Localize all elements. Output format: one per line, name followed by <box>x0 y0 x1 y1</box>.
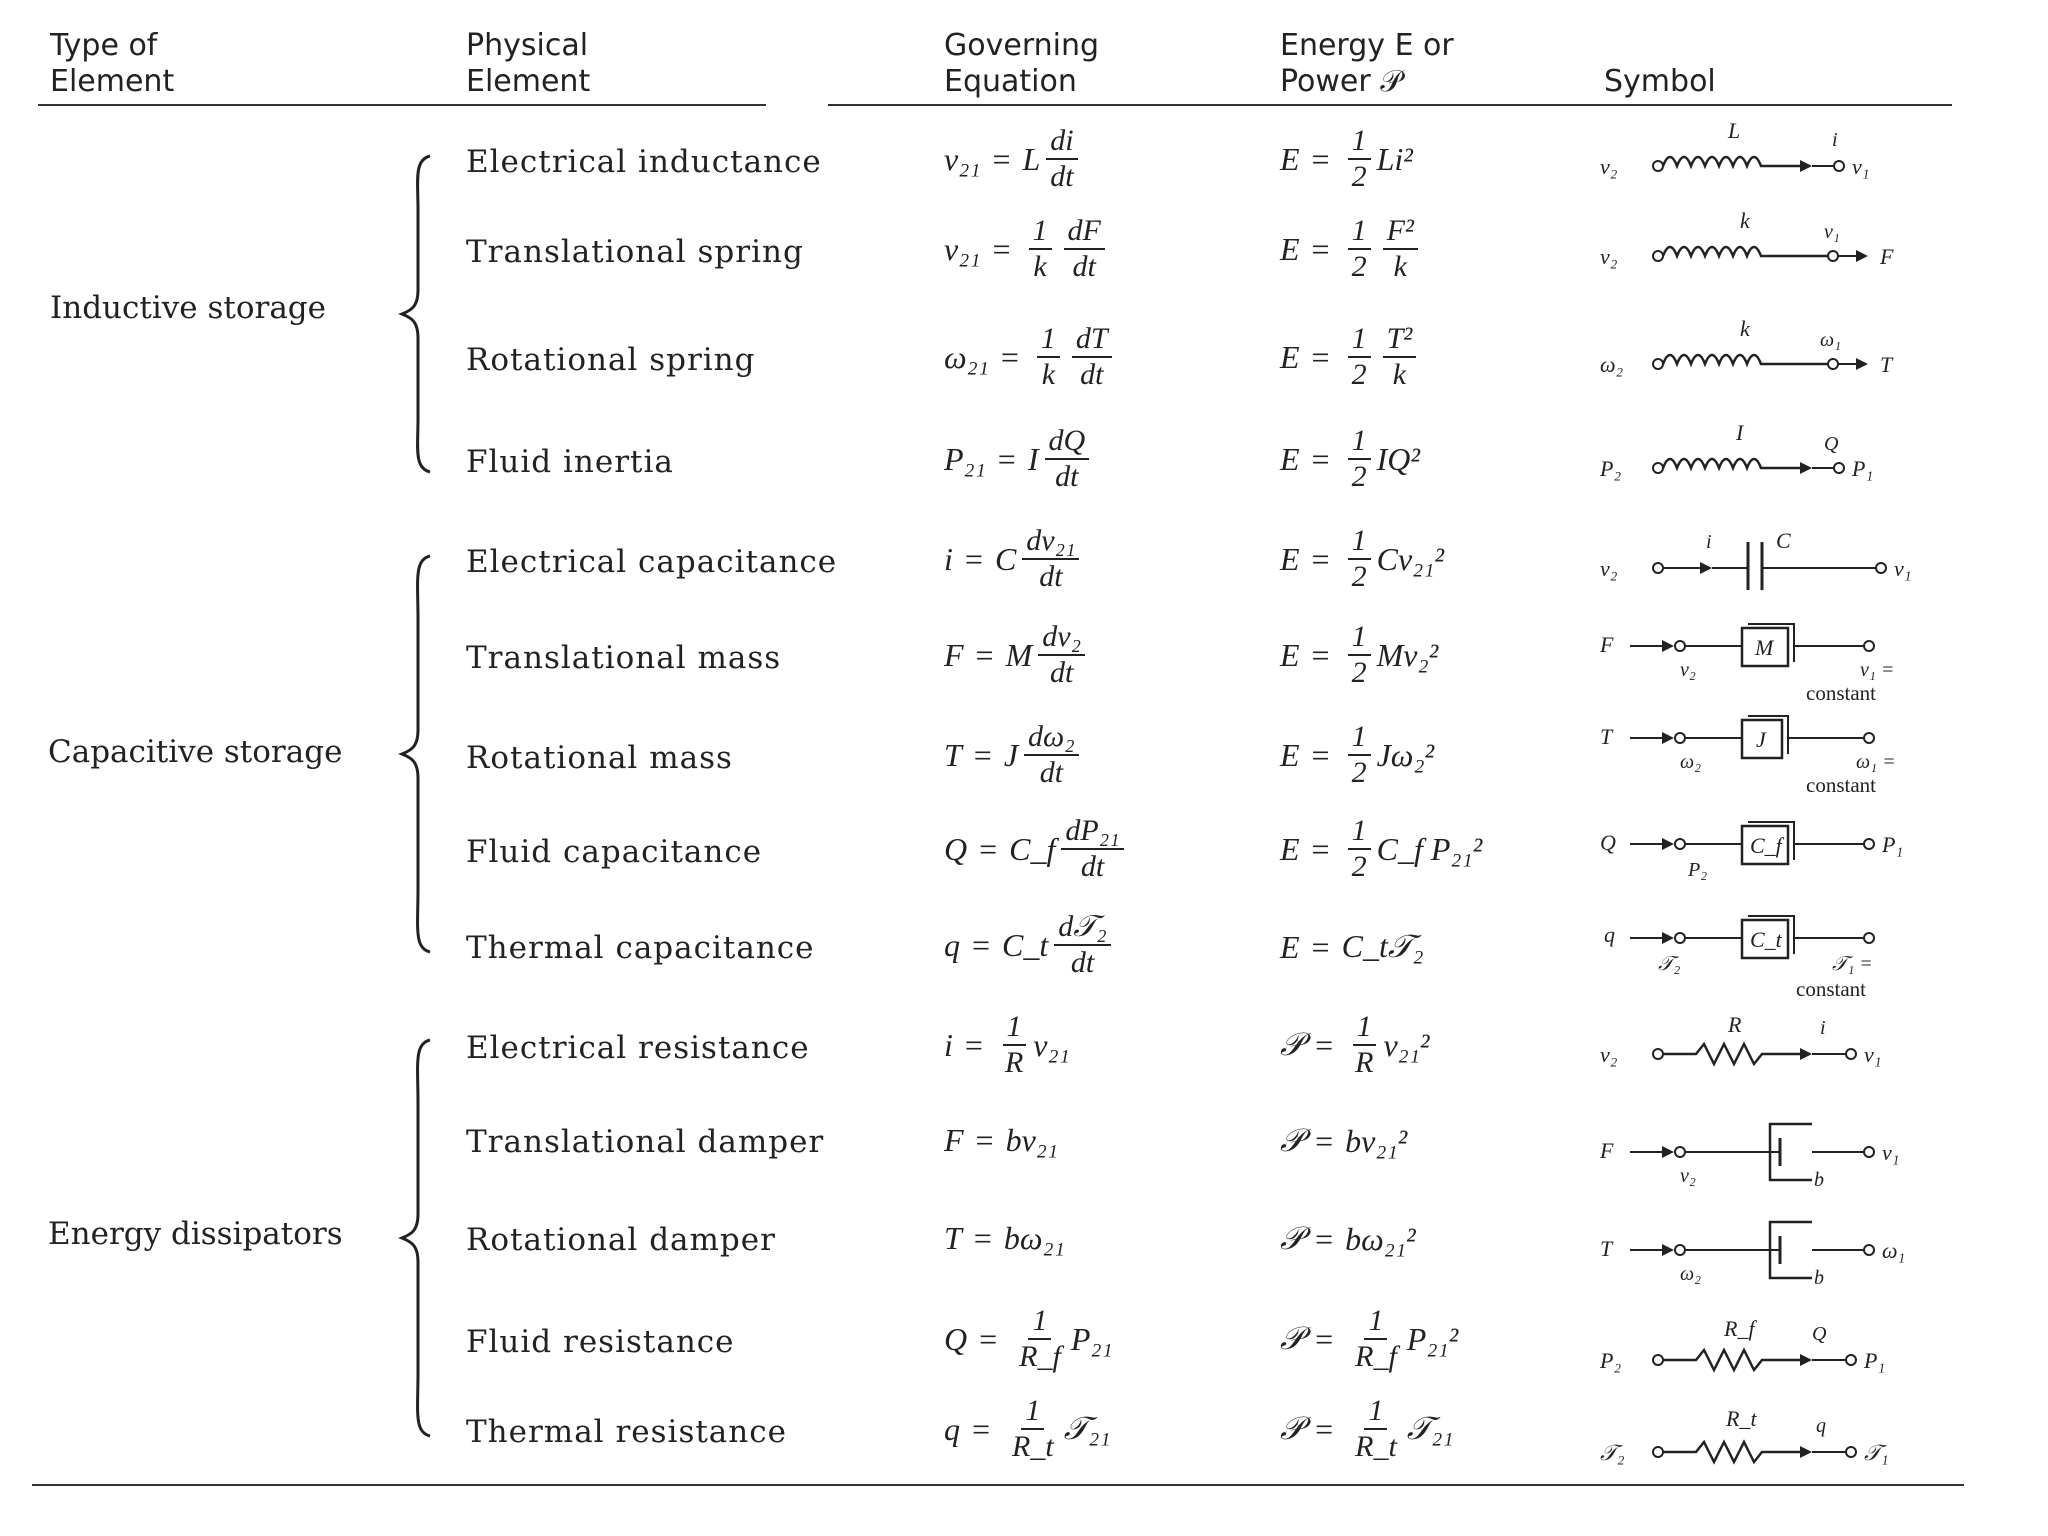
sym-left-label: ω₂ <box>1600 352 1624 377</box>
sym-right-label: ω₁ <box>1882 1238 1906 1263</box>
sym-below-label: P₂ <box>1688 859 1708 881</box>
eq-fraction <box>1008 1394 1058 1464</box>
governing-equation: T = J $\frac{\text{dω₂}}{dt}$ <box>944 720 1085 790</box>
eq-lhs: E <box>1280 928 1300 965</box>
symbol-rotational-mass <box>1600 704 1960 796</box>
eq-pre: I <box>1027 440 1039 477</box>
eq-lhs: 𝒫 <box>1280 1410 1304 1446</box>
sym-left-label: Q <box>1600 830 1616 855</box>
eq-num: 1 <box>1021 1394 1044 1430</box>
header-energy-power <box>1280 28 1454 100</box>
element-name: Rotational damper <box>466 1222 776 1258</box>
eq-fraction <box>1348 214 1371 284</box>
eq-num: 1 <box>1348 620 1371 656</box>
header-line: Power 𝒫 <box>1280 64 1402 99</box>
sym-flow-label: ω₁ <box>1820 329 1842 351</box>
sym-right-label: v₁ <box>1864 1042 1882 1067</box>
eq-post: 𝒯₂₁ <box>1406 1410 1454 1446</box>
eq-num: T² <box>1383 322 1417 358</box>
eq-num: dF <box>1064 214 1105 250</box>
eq-fraction <box>1061 814 1123 884</box>
eq-lhs: q <box>944 926 960 963</box>
element-name: Translational damper <box>466 1124 825 1160</box>
sym-top-label: k <box>1740 208 1750 233</box>
sym-left-label: 𝒯₂ <box>1600 1440 1625 1465</box>
header-rule <box>828 104 1952 106</box>
sym-right-label: P₁ <box>1882 832 1904 857</box>
brace-dissipators <box>396 1034 436 1444</box>
symbol-thermal-resistance <box>1600 1400 1960 1472</box>
eq-lhs: F <box>944 636 964 673</box>
governing-equation: P₂₁ = I $\frac{dQ}{dt}$ <box>944 424 1095 494</box>
header-type-of-element <box>50 28 174 100</box>
energy-equation: 𝒫 = bω₂₁² <box>1280 1220 1416 1257</box>
eq-post: P₂₁ <box>1070 1320 1113 1357</box>
sym-flow-label: i <box>1706 531 1712 553</box>
eq-num: F² <box>1383 214 1418 250</box>
governing-equation: F = M $\frac{\text{dv₂}}{dt}$ <box>944 620 1091 690</box>
eq-lhs: E <box>1280 230 1300 267</box>
sym-top-label: k <box>1740 316 1750 341</box>
eq-num: 1 <box>1353 1010 1376 1046</box>
symbol-fluid-inertia <box>1600 420 1960 490</box>
eq-den: R_t <box>1355 1430 1397 1463</box>
sym-left-label: v₂ <box>1600 1042 1618 1067</box>
sym-right-label: v₁ = <box>1860 659 1895 681</box>
energy-equation: E = $\frac{1}{2}$ Li² <box>1280 124 1413 193</box>
eq-lhs: Q <box>944 830 968 867</box>
eq-post: C_t𝒯₂ <box>1341 928 1424 964</box>
eq-num: 1 <box>1364 1304 1387 1340</box>
sym-note: constant <box>1806 681 1876 704</box>
sym-below-label: v₂ <box>1680 659 1696 681</box>
eq-post: v₂₁² <box>1383 1026 1430 1063</box>
brace-inductive <box>396 150 436 480</box>
eq-den: k <box>1041 358 1056 391</box>
eq-num: d𝒯₂ <box>1054 910 1110 946</box>
energy-equation: E = $\frac{1}{2}$ $\frac{\text{F²}}{k}$ <box>1280 214 1424 284</box>
sym-flow-label: Q <box>1824 433 1839 455</box>
energy-equation: 𝒫 = $\frac{1}{R}$ v₂₁² <box>1280 1010 1430 1079</box>
eq-num: 1 <box>1348 814 1371 850</box>
energy-equation: 𝒫 = bv₂₁² <box>1280 1122 1408 1159</box>
eq-post: 𝒯₂₁ <box>1063 1410 1111 1446</box>
brace-capacitive <box>396 550 436 960</box>
energy-equation: E = C_t𝒯₂ <box>1280 928 1424 965</box>
eq-fraction <box>1348 424 1371 494</box>
sym-left-label: P₂ <box>1600 456 1622 481</box>
sym-note: constant <box>1806 773 1876 796</box>
eq-pre: M <box>1005 636 1033 673</box>
eq-fraction <box>1351 1304 1401 1374</box>
eq-fraction <box>1046 124 1077 194</box>
governing-equation: q = C_t $\frac{\text{d𝒯₂}}{dt}$ <box>944 910 1117 980</box>
eq-num: dQ <box>1045 424 1090 460</box>
eq-den: R_f <box>1019 1340 1061 1373</box>
eq-lhs: q <box>944 1410 960 1447</box>
eq-den: k <box>1033 250 1047 283</box>
sym-right-label: P₁ <box>1864 1348 1886 1373</box>
eq-lhs: F <box>944 1122 964 1158</box>
eq-pre: L <box>1022 140 1041 177</box>
eq-num: 1 <box>1348 322 1371 358</box>
governing-equation: ω₂₁ = $\frac{1}{k}$ $\frac{dT}{dt}$ <box>944 322 1118 392</box>
governing-equation: i = C $\frac{\text{dv₂₁}}{dt}$ <box>944 524 1085 594</box>
eq-num: 1 <box>1029 214 1052 250</box>
sym-box-label: M <box>1755 635 1774 660</box>
sym-top-label: C <box>1776 528 1791 553</box>
eq-fraction <box>1351 1394 1401 1464</box>
eq-den: 2 <box>1351 656 1367 689</box>
header-line: Energy E or <box>1280 28 1454 63</box>
element-name: Electrical inductance <box>466 144 822 180</box>
energy-equation: E = $\frac{1}{2}$ Jω₂² <box>1280 720 1435 789</box>
sym-right-label: F <box>1880 244 1894 269</box>
energy-equation: E = $\frac{1}{2}$ Mv₂² <box>1280 620 1439 689</box>
eq-post: P₂₁² <box>1406 1320 1459 1357</box>
governing-equation: v₂₁ = $\frac{1}{k}$ $\frac{dF}{dt}$ <box>944 214 1111 284</box>
governing-equation: F = bv₂₁ <box>944 1122 1059 1158</box>
eq-den: 2 <box>1351 756 1367 789</box>
sym-note: constant <box>1796 977 1866 1000</box>
sym-flow-label: v₁ <box>1824 221 1840 243</box>
sym-box-label: C_t <box>1750 927 1782 952</box>
sym-flow-label: i <box>1832 129 1838 151</box>
eq-den: 2 <box>1351 160 1367 193</box>
eq-fraction <box>1045 424 1090 494</box>
element-name: Fluid resistance <box>466 1324 735 1360</box>
eq-den: 2 <box>1351 358 1367 391</box>
eq-num: dω₂ <box>1024 720 1079 756</box>
eq-pre: J <box>1003 736 1019 773</box>
element-name: Translational mass <box>466 640 782 676</box>
sym-left-label: q <box>1604 922 1615 947</box>
eq-fraction <box>1351 1010 1377 1080</box>
eq-lhs: 𝒫 <box>1280 1026 1304 1062</box>
element-name: Thermal resistance <box>466 1414 787 1450</box>
governing-equation: Q = C_f $\frac{\text{dP₂₁}}{dt}$ <box>944 814 1130 884</box>
element-name: Fluid inertia <box>466 444 674 480</box>
eq-lhs: 𝒫 <box>1280 1320 1304 1356</box>
eq-den: dt <box>1080 358 1104 391</box>
eq-post: Cv₂₁² <box>1376 540 1444 577</box>
sym-right-label: T <box>1880 352 1893 377</box>
sym-top-label: R_f <box>1724 1316 1755 1341</box>
eq-fraction <box>1001 1010 1027 1080</box>
sym-box-label: C_f <box>1750 833 1782 858</box>
eq-num: 1 <box>1028 1304 1051 1340</box>
sym-top-label: I <box>1736 420 1744 445</box>
eq-lhs: 𝒫 <box>1280 1122 1304 1158</box>
eq-den: R <box>1004 1046 1024 1079</box>
eq-fraction <box>1348 322 1371 392</box>
element-name: Electrical capacitance <box>466 544 838 580</box>
sym-top-label: R <box>1728 1012 1742 1037</box>
eq-post: bv₂₁ <box>1005 1122 1059 1158</box>
eq-den: R <box>1355 1046 1374 1079</box>
element-name: Electrical resistance <box>466 1030 810 1066</box>
governing-equation: T = bω₂₁ <box>944 1220 1065 1256</box>
eq-num: 1 <box>1364 1394 1387 1430</box>
eq-post: IQ² <box>1376 440 1420 477</box>
sym-left-label: F <box>1600 632 1614 657</box>
eq-den: k <box>1392 358 1407 391</box>
sym-below-label: ω₂ <box>1680 751 1702 773</box>
eq-lhs: Q <box>944 1320 968 1357</box>
sym-top-label: L <box>1728 118 1741 143</box>
sym-left-label: v₂ <box>1600 556 1618 581</box>
eq-lhs: E <box>1280 440 1300 477</box>
sym-right-label: v₁ <box>1852 154 1870 179</box>
eq-fraction <box>1024 720 1079 790</box>
eq-pre: C <box>994 540 1017 577</box>
governing-equation: i = $\frac{1}{R}$ v₂₁ <box>944 1010 1070 1079</box>
energy-equation: 𝒫 = $\frac{1}{R\_t}$ 𝒯₂₁ <box>1280 1394 1454 1463</box>
eq-lhs: E <box>1280 830 1300 867</box>
eq-lhs: i <box>944 540 953 577</box>
header-rule <box>38 104 766 106</box>
eq-den: dt <box>1080 850 1105 883</box>
eq-num: di <box>1046 124 1077 160</box>
eq-fraction <box>1072 322 1112 392</box>
eq-den: dt <box>1039 560 1063 593</box>
eq-den: dt <box>1070 946 1095 979</box>
sym-right-label: P₁ <box>1852 456 1874 481</box>
eq-lhs: T <box>944 736 962 773</box>
eq-den: 2 <box>1351 850 1367 883</box>
header-physical-element <box>466 28 590 100</box>
sym-below-label: 𝒯₂ <box>1658 953 1681 975</box>
sym-flow-label: i <box>1820 1017 1826 1039</box>
header-symbol: Symbol <box>1604 64 1716 99</box>
eq-post: bv₂₁² <box>1345 1122 1408 1159</box>
group-label-capacitive: Capacitive storage <box>48 734 343 770</box>
sym-left-label: v₂ <box>1600 244 1618 269</box>
header-line: Type of <box>50 28 158 63</box>
sym-b-label: b <box>1814 1169 1824 1191</box>
sym-flow-label: q <box>1816 1415 1826 1437</box>
group-label-dissipators: Energy dissipators <box>48 1216 343 1252</box>
sym-right-label: 𝒯₁ <box>1864 1440 1889 1465</box>
symbol-rotational-damper <box>1600 1212 1960 1292</box>
eq-den: 2 <box>1351 560 1367 593</box>
sym-top-label: R_t <box>1726 1406 1757 1431</box>
sym-left-label: P₂ <box>1600 1348 1622 1373</box>
eq-den: dt <box>1050 160 1074 193</box>
sym-left-label: T <box>1600 1236 1613 1261</box>
symbol-fluid-resistance <box>1600 1310 1960 1380</box>
header-governing-equation <box>944 28 1099 100</box>
symbol-translational-spring <box>1600 208 1960 278</box>
symbol-rotational-spring <box>1600 316 1960 386</box>
sym-right-label: ω₁ = <box>1856 751 1896 773</box>
eq-num: dP₂₁ <box>1061 814 1123 850</box>
symbol-fluid-capacitance <box>1600 810 1960 890</box>
element-name: Translational spring <box>466 234 804 270</box>
eq-lhs: E <box>1280 540 1300 577</box>
eq-fraction <box>1022 524 1079 594</box>
eq-fraction <box>1383 214 1418 284</box>
symbol-inductor <box>1600 118 1960 188</box>
eq-fraction <box>1348 620 1371 690</box>
eq-num: 1 <box>1348 124 1371 160</box>
sym-left-label: T <box>1600 724 1613 749</box>
eq-fraction <box>1054 910 1110 980</box>
eq-den: dt <box>1039 756 1064 789</box>
sym-box-label: J <box>1756 727 1766 752</box>
header-line: Governing <box>944 28 1100 63</box>
eq-lhs: T <box>944 1220 962 1256</box>
eq-fraction <box>1029 214 1052 284</box>
eq-num: 1 <box>1348 424 1371 460</box>
eq-fraction <box>1383 322 1417 392</box>
eq-lhs: E <box>1280 140 1300 177</box>
element-name: Fluid capacitance <box>466 834 763 870</box>
element-name: Rotational mass <box>466 740 733 776</box>
eq-fraction <box>1348 720 1371 790</box>
governing-equation: q = $\frac{1}{R\_t}$ 𝒯₂₁ <box>944 1394 1111 1463</box>
eq-lhs: v₂₁ <box>944 140 981 177</box>
eq-den: R_f <box>1355 1340 1397 1373</box>
energy-equation: 𝒫 = $\frac{1}{R\_f}$ P₂₁² <box>1280 1304 1459 1373</box>
eq-num: dv₂ <box>1038 620 1085 656</box>
eq-pre: C_f <box>1009 830 1056 867</box>
sym-below-label: v₂ <box>1680 1165 1696 1187</box>
eq-den: k <box>1393 250 1407 283</box>
header-line: Physical <box>466 28 589 63</box>
eq-num: 1 <box>1348 720 1371 756</box>
eq-fraction <box>1015 1304 1065 1374</box>
eq-post: C_f P₂₁² <box>1376 830 1483 867</box>
symbol-resistor <box>1600 1006 1960 1076</box>
eq-num: 1 <box>1348 524 1371 560</box>
symbol-capacitor <box>1600 520 1960 590</box>
sym-right-label: v₁ <box>1882 1140 1900 1165</box>
eq-post: bω₂₁ <box>1003 1220 1065 1256</box>
eq-fraction <box>1037 322 1060 392</box>
eq-fraction <box>1348 124 1371 194</box>
eq-post: bω₂₁² <box>1345 1220 1416 1257</box>
eq-lhs: 𝒫 <box>1280 1220 1304 1256</box>
eq-num: 1 <box>1348 214 1371 250</box>
eq-fraction <box>1038 620 1085 690</box>
eq-lhs: i <box>944 1026 953 1063</box>
energy-equation: E = $\frac{1}{2}$ $\frac{\text{T²}}{k}$ <box>1280 322 1422 392</box>
element-name: Thermal capacitance <box>466 930 815 966</box>
eq-den: dt <box>1049 656 1074 689</box>
sym-left-label: F <box>1600 1138 1614 1163</box>
eq-lhs: E <box>1280 338 1300 375</box>
eq-num: 1 <box>1003 1010 1026 1046</box>
eq-den: dt <box>1072 250 1096 283</box>
eq-den: R_t <box>1012 1430 1054 1463</box>
energy-equation: E = $\frac{1}{2}$ Cv₂₁² <box>1280 524 1444 593</box>
symbol-thermal-capacitance <box>1600 904 1960 1000</box>
eq-post: Li² <box>1376 140 1413 177</box>
sym-below-label: ω₂ <box>1680 1263 1702 1285</box>
eq-fraction <box>1348 814 1371 884</box>
eq-den: 2 <box>1351 250 1367 283</box>
governing-equation: Q = $\frac{1}{R\_f}$ P₂₁ <box>944 1304 1113 1373</box>
header-line: Element <box>466 64 591 99</box>
header-line: Element <box>50 64 175 99</box>
eq-post: v₂₁ <box>1033 1026 1070 1063</box>
symbol-translational-damper <box>1600 1114 1960 1194</box>
eq-den: 2 <box>1351 460 1367 493</box>
sym-left-label: v₂ <box>1600 154 1618 179</box>
eq-fraction <box>1064 214 1105 284</box>
element-name: Rotational spring <box>466 342 756 378</box>
eq-num: dT <box>1072 322 1112 358</box>
sym-flow-label: Q <box>1812 1323 1827 1345</box>
header-line: Equation <box>944 64 1077 99</box>
symbol-translational-mass <box>1600 612 1960 704</box>
eq-lhs: v₂₁ <box>944 230 981 267</box>
governing-equation: v₂₁ = L $\frac{di}{dt}$ <box>944 124 1084 194</box>
eq-den: dt <box>1055 460 1079 493</box>
eq-lhs: E <box>1280 736 1300 773</box>
eq-pre: C_t <box>1002 926 1049 963</box>
sym-b-label: b <box>1814 1267 1824 1289</box>
energy-equation: E = $\frac{1}{2}$ C_f P₂₁² <box>1280 814 1483 883</box>
eq-num: dv₂₁ <box>1022 524 1079 560</box>
sym-right-label: v₁ <box>1894 556 1912 581</box>
sym-right-label: 𝒯₁ = <box>1832 953 1873 975</box>
eq-lhs: E <box>1280 636 1300 673</box>
energy-equation: E = $\frac{1}{2}$ IQ² <box>1280 424 1420 493</box>
eq-lhs: P₂₁ <box>944 440 986 477</box>
eq-lhs: ω₂₁ <box>944 338 989 375</box>
eq-num: 1 <box>1037 322 1060 358</box>
eq-fraction <box>1348 524 1371 594</box>
eq-post: Mv₂² <box>1376 636 1439 673</box>
bottom-rule <box>32 1484 1964 1486</box>
eq-post: Jω₂² <box>1376 736 1435 773</box>
group-label-inductive: Inductive storage <box>50 290 326 326</box>
